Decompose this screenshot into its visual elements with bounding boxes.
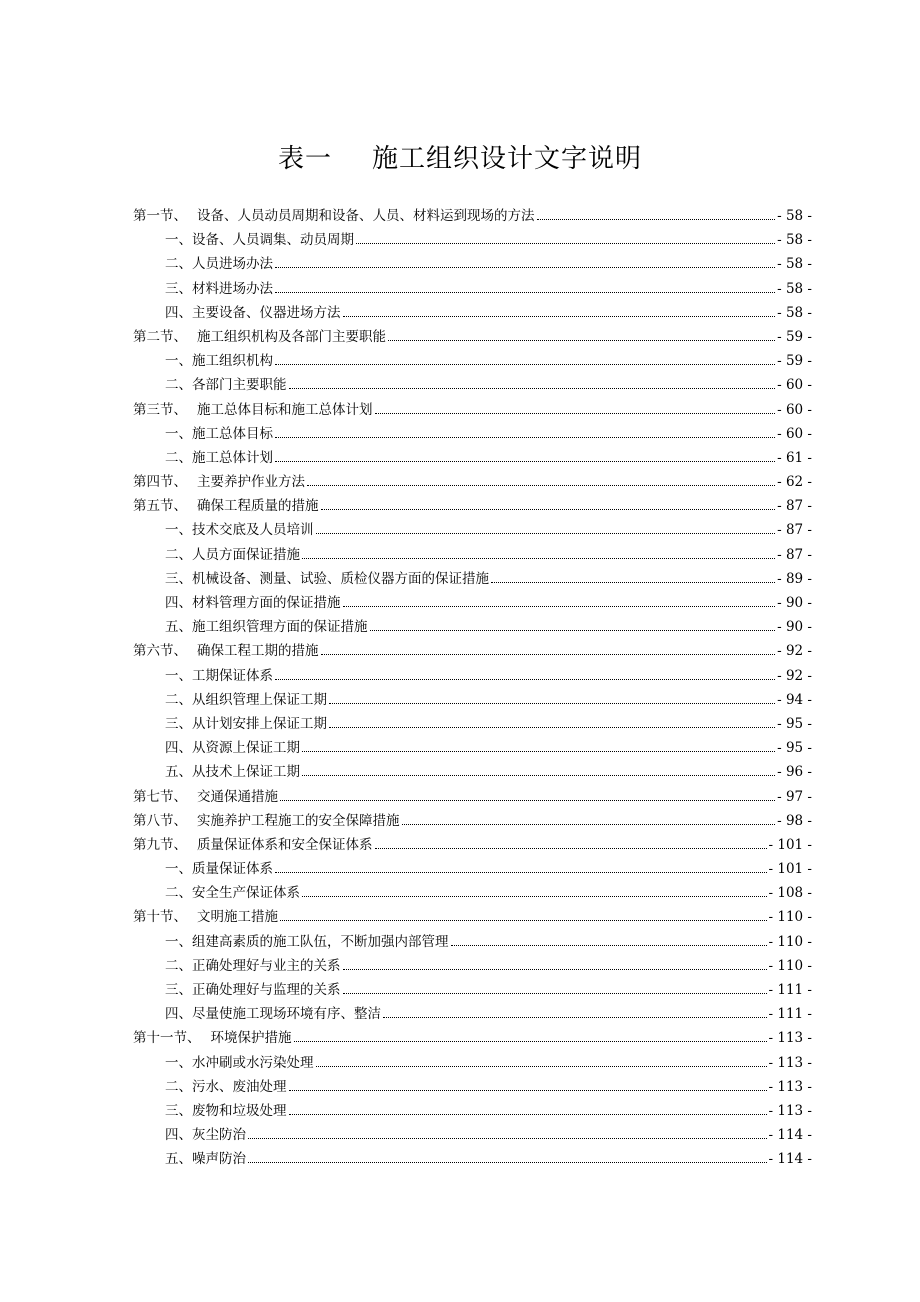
toc-entry-text: 二、污水、废油处理 <box>165 1078 287 1095</box>
toc-entry-label <box>133 833 373 857</box>
toc-entry-label <box>165 228 354 252</box>
toc-entry-label <box>165 567 489 591</box>
toc-entry-label <box>165 349 273 373</box>
toc-dot-leader <box>343 992 767 994</box>
toc-page-number: - 89 - <box>777 570 812 587</box>
toc-dot-leader <box>321 653 776 655</box>
toc-entry-text: 二、从组织管理上保证工期 <box>165 691 327 708</box>
toc-entry-label <box>133 325 386 349</box>
toc-dot-leader <box>343 968 767 970</box>
toc-entry-text: 设备、人员动员周期和设备、人员、材料运到现场的方法 <box>197 208 535 224</box>
toc-page-number: - 111 - <box>768 1006 812 1023</box>
toc-entry-label <box>165 1075 287 1099</box>
toc-entry-label <box>165 277 273 301</box>
toc-entry-label <box>165 978 341 1002</box>
toc-dot-leader <box>289 1113 767 1115</box>
toc-page-number: - 87 - <box>777 546 812 563</box>
toc-section-entry[interactable] <box>133 785 812 809</box>
toc-dot-leader <box>343 605 776 607</box>
toc-dot-leader <box>302 895 767 897</box>
toc-page-number: - 87 - <box>777 522 812 539</box>
toc-dot-leader <box>307 484 775 486</box>
toc-entry-text: 三、正确处理好与监理的关系 <box>165 982 341 998</box>
toc-page-number: - 58 - <box>777 280 812 297</box>
toc-entry-text: 二、正确处理好与业主的关系 <box>165 957 341 974</box>
toc-page-number: - 113 - <box>768 1078 812 1095</box>
toc-dot-leader <box>321 508 776 510</box>
toc-entry-text: 四、从资源上保证工期 <box>165 740 300 757</box>
toc-section-number: 第十节、 <box>133 909 187 926</box>
toc-dot-leader <box>280 919 767 921</box>
toc-dot-leader <box>248 1161 767 1163</box>
toc-subsection-entry[interactable] <box>133 712 812 736</box>
toc-section-entry[interactable] <box>133 398 812 422</box>
toc-entry-label <box>165 881 300 905</box>
toc-entry-label <box>165 1099 287 1123</box>
toc-entry-label <box>133 1026 292 1050</box>
toc-entry-label <box>165 664 273 688</box>
toc-page-number: - 111 - <box>768 982 812 998</box>
toc-subsection-entry[interactable] <box>133 422 812 446</box>
toc-section-number: 第七节、 <box>133 788 187 805</box>
toc-dot-leader <box>375 412 776 414</box>
toc-dot-leader <box>275 291 775 293</box>
toc-dot-leader <box>248 1137 767 1139</box>
toc-subsection-entry[interactable] <box>133 1123 812 1147</box>
toc-entry-text: 四、尽量使施工现场环境有序、整洁 <box>165 1006 381 1023</box>
toc-page-number: - 62 - <box>777 474 812 491</box>
toc-dot-leader <box>388 339 775 341</box>
toc-entry-label <box>133 494 319 518</box>
toc-page-number: - 101 - <box>768 861 812 878</box>
toc-page-number: - 60 - <box>777 425 812 442</box>
toc-subsection-entry[interactable] <box>133 349 812 373</box>
table-of-contents <box>133 204 812 1172</box>
toc-page-number: - 92 - <box>777 643 812 660</box>
toc-entry-label <box>165 688 327 712</box>
toc-page-number: - 94 - <box>777 691 812 708</box>
toc-dot-leader <box>275 363 775 365</box>
toc-subsection-entry[interactable] <box>133 1002 812 1026</box>
toc-dot-leader <box>280 799 775 801</box>
toc-entry-text: 一、设备、人员调集、动员周期 <box>165 232 354 249</box>
toc-page-number: - 114 - <box>768 1151 812 1168</box>
toc-entry-text: 二、人员方面保证措施 <box>165 546 300 563</box>
toc-section-entry[interactable] <box>133 204 812 228</box>
toc-subsection-entry[interactable] <box>133 1147 812 1171</box>
toc-dot-leader <box>275 678 775 680</box>
toc-dot-leader <box>343 315 776 317</box>
toc-page-number: - 90 - <box>777 595 812 611</box>
toc-subsection-entry[interactable] <box>133 1099 812 1123</box>
toc-dot-leader <box>329 702 775 704</box>
toc-entry-text: 确保工程质量的措施 <box>197 498 319 515</box>
toc-entry-label <box>133 639 319 663</box>
toc-subsection-entry[interactable] <box>133 518 812 542</box>
toc-page-number: - 113 - <box>768 1030 812 1047</box>
toc-section-entry[interactable] <box>133 325 812 349</box>
toc-subsection-entry[interactable] <box>133 446 812 470</box>
toc-dot-leader <box>329 726 775 728</box>
toc-subsection-entry[interactable] <box>133 301 812 325</box>
toc-page-number: - 58 - <box>777 208 812 224</box>
toc-subsection-entry[interactable] <box>133 373 812 397</box>
toc-entry-label <box>165 518 314 542</box>
toc-entry-text: 五、从技术上保证工期 <box>165 764 300 781</box>
toc-subsection-entry[interactable] <box>133 1051 812 1075</box>
toc-page-number: - 60 - <box>777 377 812 394</box>
toc-page-number: - 87 - <box>777 498 812 515</box>
toc-subsection-entry[interactable] <box>133 881 812 905</box>
toc-page-number: - 90 - <box>777 619 812 636</box>
toc-entry-text: 实施养护工程施工的安全保障措施 <box>197 812 400 829</box>
toc-entry-text: 一、水冲刷或水污染处理 <box>165 1054 314 1071</box>
toc-entry-text: 二、安全生产保证体系 <box>165 885 300 902</box>
toc-dot-leader <box>316 532 776 534</box>
toc-entry-text: 二、各部门主要职能 <box>165 377 287 394</box>
toc-section-number: 第一节、 <box>133 208 187 224</box>
toc-entry-label <box>165 373 287 397</box>
toc-dot-leader <box>275 460 775 462</box>
toc-section-number: 第四节、 <box>133 474 187 491</box>
toc-page-number: - 59 - <box>777 328 812 345</box>
toc-page-number: - 61 - <box>777 449 812 466</box>
toc-dot-leader <box>275 266 775 268</box>
toc-entry-label <box>165 591 341 615</box>
toc-dot-leader <box>275 871 767 873</box>
toc-section-entry[interactable] <box>133 809 812 833</box>
toc-entry-label <box>165 615 368 639</box>
toc-dot-leader <box>537 218 776 220</box>
toc-entry-label <box>165 1123 246 1147</box>
toc-subsection-entry[interactable] <box>133 591 812 615</box>
title-heading: 施工组织设计文字说明 <box>372 144 643 174</box>
toc-entry-label <box>133 905 278 929</box>
toc-page-number: - 59 - <box>777 353 812 370</box>
toc-subsection-entry[interactable] <box>133 688 812 712</box>
toc-entry-text: 五、施工组织管理方面的保证措施 <box>165 619 368 636</box>
toc-entry-text: 一、组建高素质的施工队伍，不断加强内部管理 <box>165 933 449 950</box>
toc-dot-leader <box>375 847 767 849</box>
toc-section-entry[interactable] <box>133 1026 812 1050</box>
toc-dot-leader <box>451 944 767 946</box>
toc-dot-leader <box>383 1016 767 1018</box>
toc-page-number: - 98 - <box>777 812 812 829</box>
toc-section-number: 第三节、 <box>133 401 187 418</box>
table-label: 表一 <box>277 144 332 174</box>
toc-entry-label <box>165 1002 381 1026</box>
toc-entry-text: 三、机械设备、测量、试验、质检仪器方面的保证措施 <box>165 570 489 587</box>
toc-section-number: 第十一节、 <box>133 1030 201 1047</box>
page-title <box>0 138 920 175</box>
toc-page-number: - 113 - <box>768 1102 812 1119</box>
toc-entry-text: 交通保通措施 <box>197 788 278 805</box>
toc-entry-text: 三、废物和垃圾处理 <box>165 1102 287 1119</box>
toc-section-entry[interactable] <box>133 833 812 857</box>
toc-entry-text: 质量保证体系和安全保证体系 <box>197 836 373 853</box>
toc-subsection-entry[interactable] <box>133 736 812 760</box>
toc-section-entry[interactable] <box>133 470 812 494</box>
toc-dot-leader <box>302 557 775 559</box>
toc-subsection-entry[interactable] <box>133 930 812 954</box>
toc-entry-text: 一、技术交底及人员培训 <box>165 522 314 539</box>
toc-entry-text: 四、主要设备、仪器进场方法 <box>165 304 341 321</box>
toc-subsection-entry[interactable] <box>133 1075 812 1099</box>
toc-subsection-entry[interactable] <box>133 615 812 639</box>
toc-subsection-entry[interactable] <box>133 543 812 567</box>
toc-entry-label <box>165 543 300 567</box>
toc-entry-label <box>133 204 535 228</box>
toc-entry-label <box>165 954 341 978</box>
toc-dot-leader <box>402 823 776 825</box>
toc-page-number: - 58 - <box>777 256 812 273</box>
toc-entry-label <box>165 736 300 760</box>
toc-section-number: 第六节、 <box>133 643 187 660</box>
toc-subsection-entry[interactable] <box>133 664 812 688</box>
toc-section-number: 第二节、 <box>133 328 187 345</box>
toc-entry-label <box>165 422 273 446</box>
toc-entry-label <box>133 809 400 833</box>
toc-entry-label <box>165 760 300 784</box>
toc-dot-leader <box>294 1040 767 1042</box>
toc-section-number: 第五节、 <box>133 498 187 515</box>
toc-subsection-entry[interactable] <box>133 252 812 276</box>
toc-entry-label <box>165 930 449 954</box>
toc-dot-leader <box>316 1065 767 1067</box>
toc-page-number: - 110 - <box>768 909 812 926</box>
toc-entry-label <box>165 1147 246 1171</box>
toc-entry-text: 文明施工措施 <box>197 909 278 926</box>
toc-page-number: - 113 - <box>768 1054 812 1071</box>
toc-subsection-entry[interactable] <box>133 978 812 1002</box>
toc-entry-text: 一、施工组织机构 <box>165 353 273 370</box>
toc-page-number: - 92 - <box>777 667 812 684</box>
toc-subsection-entry[interactable] <box>133 954 812 978</box>
toc-page-number: - 58 - <box>777 304 812 321</box>
toc-page-number: - 110 - <box>768 957 812 974</box>
toc-dot-leader <box>289 1089 767 1091</box>
toc-entry-label <box>165 252 273 276</box>
toc-entry-text: 一、工期保证体系 <box>165 667 273 684</box>
toc-subsection-entry[interactable] <box>133 760 812 784</box>
toc-entry-label <box>165 301 341 325</box>
toc-entry-label <box>133 398 373 422</box>
toc-entry-label <box>165 446 273 470</box>
toc-page-number: - 97 - <box>777 788 812 805</box>
toc-page-number: - 58 - <box>777 232 812 249</box>
toc-entry-text: 四、灰尘防治 <box>165 1127 246 1144</box>
toc-section-entry[interactable] <box>133 905 812 929</box>
toc-entry-text: 环境保护措施 <box>210 1030 292 1047</box>
toc-page-number: - 101 - <box>768 836 812 853</box>
toc-entry-text: 一、施工总体目标 <box>165 425 273 442</box>
toc-page-number: - 95 - <box>777 740 812 757</box>
toc-subsection-entry[interactable] <box>133 228 812 252</box>
toc-entry-text: 三、从计划安排上保证工期 <box>165 715 327 732</box>
toc-entry-text: 施工总体目标和施工总体计划 <box>197 401 373 418</box>
toc-dot-leader <box>356 242 775 244</box>
toc-dot-leader <box>302 774 775 776</box>
toc-entry-text: 五、噪声防治 <box>165 1151 246 1168</box>
toc-subsection-entry[interactable] <box>133 567 812 591</box>
toc-entry-label <box>165 857 273 881</box>
toc-entry-text: 一、质量保证体系 <box>165 861 273 878</box>
toc-section-entry[interactable] <box>133 639 812 663</box>
toc-dot-leader <box>289 387 776 389</box>
toc-page-number: - 96 - <box>777 764 812 781</box>
toc-subsection-entry[interactable] <box>133 857 812 881</box>
toc-entry-text: 四、材料管理方面的保证措施 <box>165 595 341 611</box>
toc-entry-text: 三、材料进场办法 <box>165 280 273 297</box>
toc-dot-leader <box>370 629 776 631</box>
toc-dot-leader <box>302 750 775 752</box>
toc-entry-label <box>165 1051 314 1075</box>
toc-entry-text: 确保工程工期的措施 <box>197 643 319 660</box>
toc-subsection-entry[interactable] <box>133 277 812 301</box>
toc-entry-label <box>133 785 278 809</box>
toc-entry-text: 施工组织机构及各部门主要职能 <box>197 328 386 345</box>
toc-entry-text: 二、人员进场办法 <box>165 256 273 273</box>
toc-page-number: - 110 - <box>768 933 812 950</box>
toc-entry-text: 二、施工总体计划 <box>165 449 273 466</box>
toc-page-number: - 60 - <box>777 401 812 418</box>
toc-page-number: - 95 - <box>777 715 812 732</box>
toc-entry-label <box>133 470 305 494</box>
toc-entry-text: 主要养护作业方法 <box>197 474 305 491</box>
toc-section-number: 第八节、 <box>133 812 187 829</box>
toc-section-entry[interactable] <box>133 494 812 518</box>
toc-page-number: - 114 - <box>768 1127 812 1144</box>
toc-dot-leader <box>491 581 775 583</box>
toc-entry-label <box>165 712 327 736</box>
toc-dot-leader <box>275 436 775 438</box>
toc-section-number: 第九节、 <box>133 836 187 853</box>
toc-page-number: - 108 - <box>768 885 812 902</box>
